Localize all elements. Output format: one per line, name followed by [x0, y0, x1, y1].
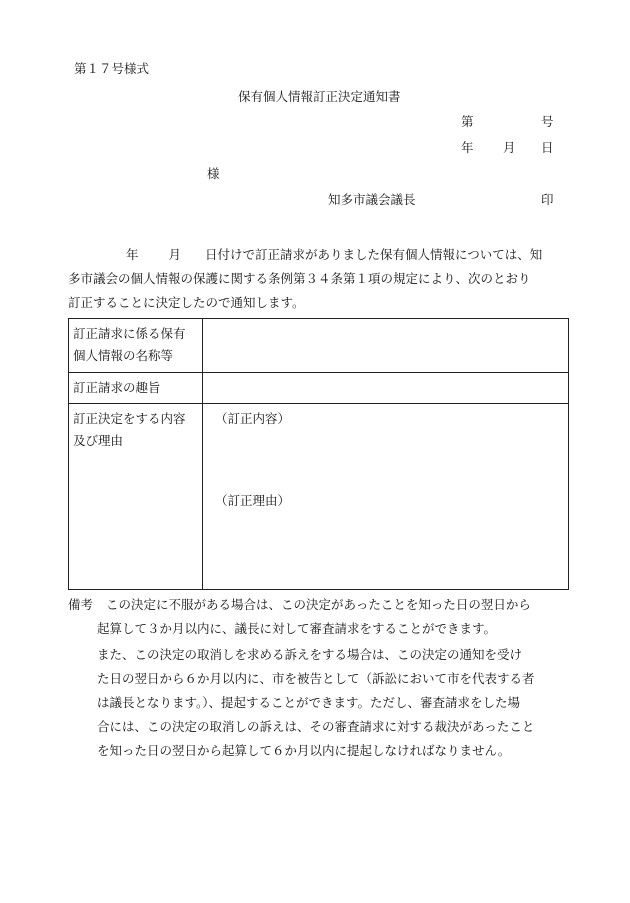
addressee-suffix: 様: [207, 166, 220, 181]
label-decision: 訂正決定をする内容 及び理由: [69, 404, 203, 590]
doc-number-suffix: 号: [541, 114, 554, 129]
remarks-section: [68, 593, 578, 763]
doc-number-prefix: 第: [461, 114, 474, 129]
remarks-line2: 起算して３か月以内に、議長に対して審査請求をすることができます。: [97, 621, 497, 636]
remarks-line1: この決定に不服がある場合は、この決定があったことを知った日の翌日から: [106, 597, 531, 612]
document-title: 保有個人情報訂正決定通知書: [238, 89, 401, 104]
date-year: 年: [461, 140, 474, 155]
table-row-decision: [69, 404, 569, 590]
seal-mark: 印: [541, 192, 554, 207]
label-target-info: 訂正請求に係る保有 個人情報の名称等: [69, 319, 203, 373]
remarks-line4: た日の翌日から６か月以内に、市を被告として（訴訟において市を代表する者: [97, 671, 535, 686]
remarks-line7: を知った日の翌日から起算して６か月以内に提起しなければなりません。: [97, 743, 511, 758]
body-year: 年: [126, 247, 139, 262]
value-request-purpose: [203, 373, 569, 404]
body-line3: 訂正することに決定したので通知します。: [68, 295, 305, 310]
correction-reason-label: （訂正理由）: [215, 493, 291, 508]
body-line1-rest: 日付けで訂正請求がありました保有個人情報については、知: [205, 247, 543, 262]
value-target-info: [203, 319, 569, 373]
date-day: 日: [541, 140, 554, 155]
body-line2: 多市議会の個人情報の保護に関する条例第３４条第１項の規定により、次のとおり: [68, 271, 531, 286]
correction-content-label: （訂正内容）: [215, 411, 291, 426]
date-month: 月: [503, 140, 516, 155]
remarks-heading: 備考: [68, 597, 94, 612]
body-month: 月: [168, 247, 182, 262]
remarks-line6: 合には、この決定の取消しの訴えは、その審査請求に対する裁決があったこと: [97, 719, 535, 734]
table-row-request-purpose: [69, 373, 569, 404]
value-decision: [203, 404, 569, 590]
form-number: 第１７号様式: [74, 61, 150, 76]
sender-name: 知多市議会議長: [328, 192, 416, 207]
remarks-line5: は議長となります。）、提起することができます。ただし、審査請求をした場: [97, 695, 521, 710]
decision-table: [68, 318, 569, 590]
body-paragraph: [68, 243, 571, 315]
remarks-line3: また、この決定の取消しを求める訴えをする場合は、この決定の通知を受け: [97, 647, 523, 662]
table-row-target-info: [69, 319, 569, 373]
label-request-purpose: 訂正請求の趣旨: [69, 373, 203, 404]
